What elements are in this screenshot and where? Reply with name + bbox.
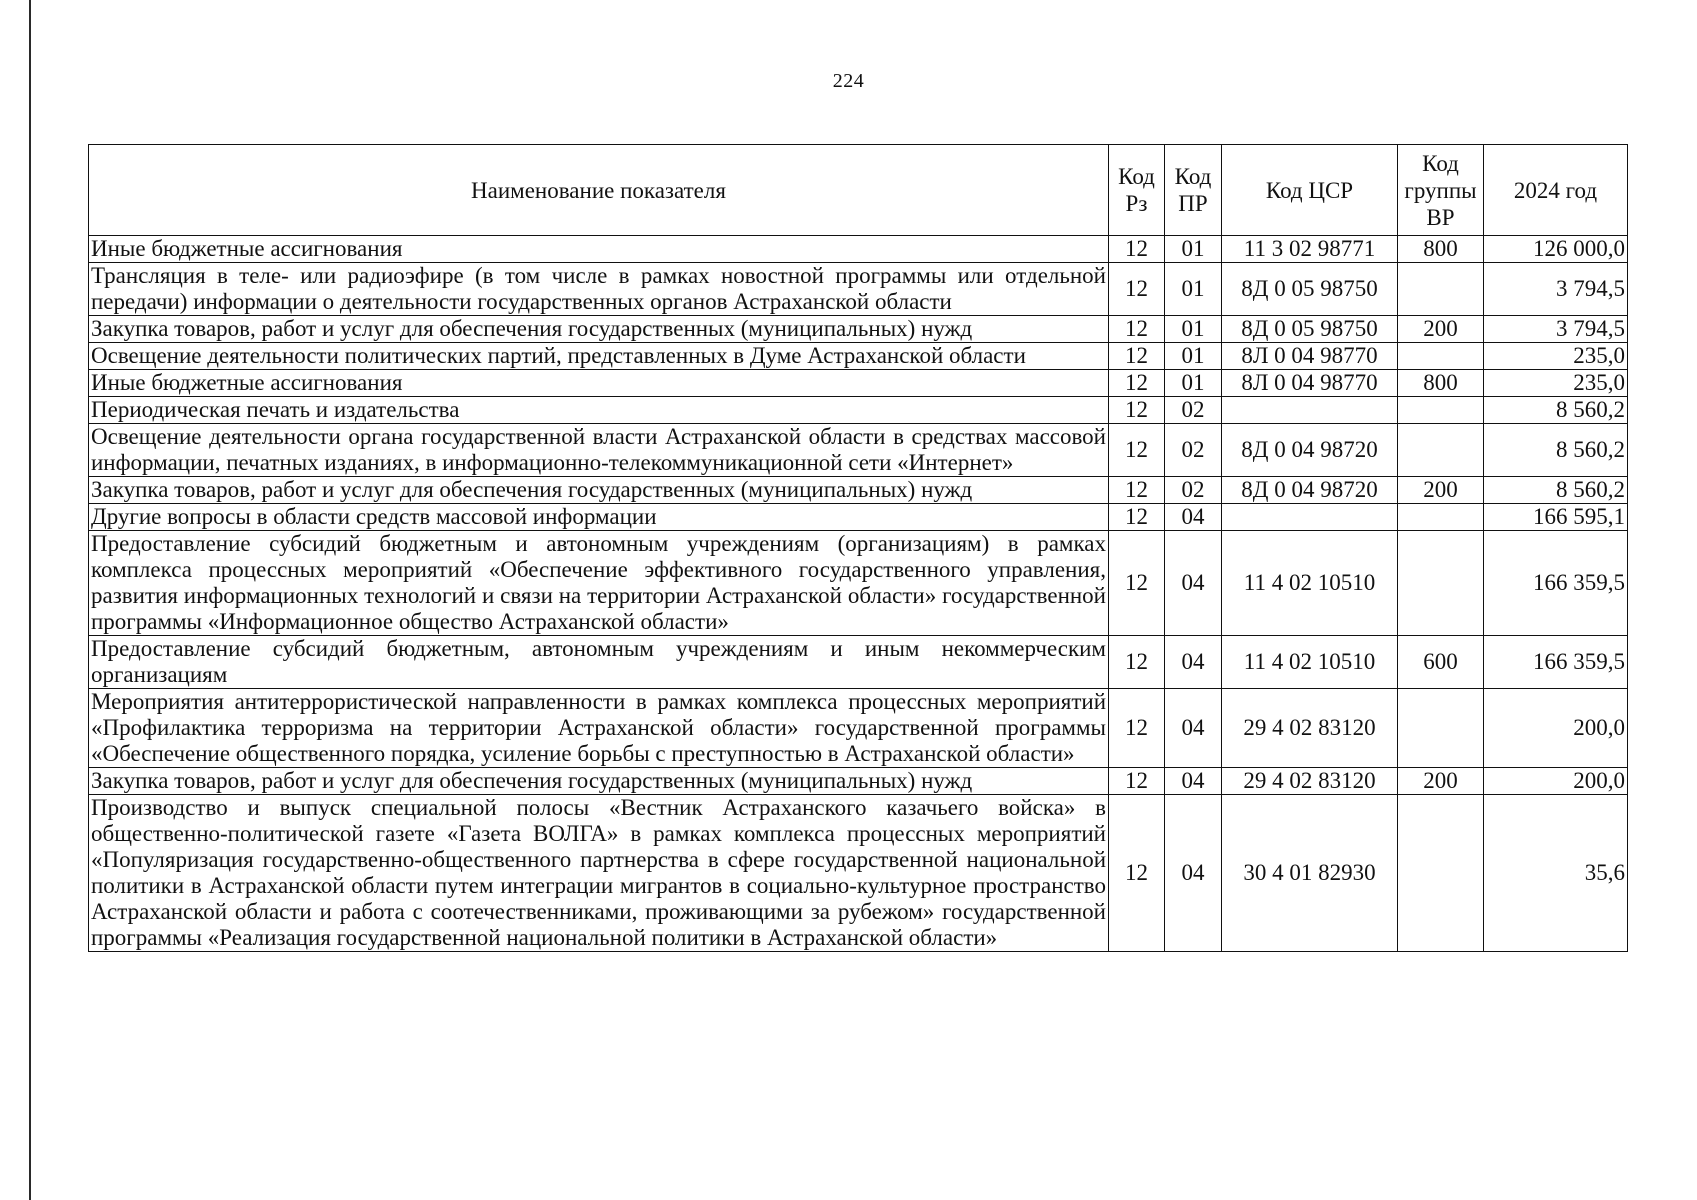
row-vr: 200 — [1398, 477, 1484, 504]
row-name: Мероприятия антитеррористической направленности в рамках комплекса процессных мероприятий «Профилактика терроризма на территории Астраханской области» государственной программы «Обеспечение общественного порядка, усиление борьбы с преступностью в Астраханской области» — [89, 689, 1109, 768]
row-pr: 02 — [1165, 477, 1222, 504]
table-row — [89, 316, 1628, 343]
row-csr — [1222, 397, 1398, 424]
header-csr: Код ЦСР — [1222, 145, 1398, 236]
table-row — [89, 504, 1628, 531]
row-csr: 11 3 02 98771 — [1222, 236, 1398, 263]
row-amount: 35,6 — [1484, 795, 1628, 952]
row-rz: 12 — [1109, 477, 1165, 504]
row-rz: 12 — [1109, 236, 1165, 263]
row-amount: 200,0 — [1484, 689, 1628, 768]
table-row — [89, 768, 1628, 795]
row-amount: 235,0 — [1484, 370, 1628, 397]
row-name: Закупка товаров, работ и услуг для обеспечения государственных (муниципальных) нужд — [89, 768, 1109, 795]
row-rz: 12 — [1109, 370, 1165, 397]
row-amount: 126 000,0 — [1484, 236, 1628, 263]
header-pr: Код ПР — [1165, 145, 1222, 236]
row-pr: 02 — [1165, 424, 1222, 477]
row-name: Трансляция в теле- или радиоэфире (в том числе в рамках новостной программы или отдельной передачи) информации о деятельности государственных органов Астраханской области — [89, 263, 1109, 316]
row-csr: 11 4 02 10510 — [1222, 636, 1398, 689]
row-amount: 8 560,2 — [1484, 477, 1628, 504]
table-row — [89, 689, 1628, 768]
row-vr: 200 — [1398, 316, 1484, 343]
row-amount: 200,0 — [1484, 768, 1628, 795]
row-pr: 01 — [1165, 343, 1222, 370]
table-row — [89, 531, 1628, 636]
page-number: 224 — [832, 70, 865, 92]
row-rz: 12 — [1109, 424, 1165, 477]
row-csr — [1222, 504, 1398, 531]
row-amount: 166 359,5 — [1484, 531, 1628, 636]
row-pr: 01 — [1165, 263, 1222, 316]
row-rz: 12 — [1109, 531, 1165, 636]
table-row — [89, 236, 1628, 263]
row-csr: 8Л 0 04 98770 — [1222, 343, 1398, 370]
row-name: Производство и выпуск специальной полосы «Вестник Астраханского казачьего войска» в общественно-политической газете «Газета ВОЛГА» в рамках комплекса процессных мероприятий «Популяризация государственно-общественного партнерства в сфере государственной национальной политики в Астраханской области путем интеграции мигрантов в социально-культурное пространство Астраханской области и работа с соотечественниками, проживающими за рубежом» государственной программы «Реализация государственной национальной политики в Астраханской области» — [89, 795, 1109, 952]
row-rz: 12 — [1109, 504, 1165, 531]
row-rz: 12 — [1109, 263, 1165, 316]
table-row — [89, 636, 1628, 689]
row-rz: 12 — [1109, 316, 1165, 343]
row-name: Другие вопросы в области средств массовой информации — [89, 504, 1109, 531]
row-pr: 04 — [1165, 795, 1222, 952]
row-rz: 12 — [1109, 343, 1165, 370]
row-pr: 04 — [1165, 531, 1222, 636]
table-row — [89, 397, 1628, 424]
row-csr: 8Д 0 05 98750 — [1222, 316, 1398, 343]
row-amount: 3 794,5 — [1484, 263, 1628, 316]
row-amount: 3 794,5 — [1484, 316, 1628, 343]
header-year: 2024 год — [1484, 145, 1628, 236]
row-vr — [1398, 531, 1484, 636]
row-pr: 04 — [1165, 768, 1222, 795]
table-row — [89, 477, 1628, 504]
row-amount: 8 560,2 — [1484, 424, 1628, 477]
header-name: Наименование показателя — [89, 145, 1109, 236]
row-amount: 8 560,2 — [1484, 397, 1628, 424]
row-rz: 12 — [1109, 768, 1165, 795]
row-amount: 166 359,5 — [1484, 636, 1628, 689]
row-csr: 29 4 02 83120 — [1222, 689, 1398, 768]
table-row — [89, 343, 1628, 370]
row-pr: 04 — [1165, 636, 1222, 689]
table-row — [89, 263, 1628, 316]
row-csr: 8Д 0 05 98750 — [1222, 263, 1398, 316]
row-vr — [1398, 343, 1484, 370]
row-vr — [1398, 795, 1484, 952]
row-csr: 8Д 0 04 98720 — [1222, 477, 1398, 504]
budget-table — [88, 144, 1628, 952]
row-rz: 12 — [1109, 636, 1165, 689]
row-name: Закупка товаров, работ и услуг для обеспечения государственных (муниципальных) нужд — [89, 316, 1109, 343]
row-pr: 04 — [1165, 504, 1222, 531]
row-rz: 12 — [1109, 795, 1165, 952]
row-name: Иные бюджетные ассигнования — [89, 236, 1109, 263]
row-csr: 29 4 02 83120 — [1222, 768, 1398, 795]
row-name: Освещение деятельности органа государственной власти Астраханской области в средствах массовой информации, печатных изданиях, в информационно-телекоммуникационной сети «Интернет» — [89, 424, 1109, 477]
table-row — [89, 795, 1628, 952]
row-name: Периодическая печать и издательства — [89, 397, 1109, 424]
table-header-row — [89, 145, 1628, 236]
row-name: Иные бюджетные ассигнования — [89, 370, 1109, 397]
row-csr: 11 4 02 10510 — [1222, 531, 1398, 636]
row-name: Закупка товаров, работ и услуг для обеспечения государственных (муниципальных) нужд — [89, 477, 1109, 504]
row-csr: 8Д 0 04 98720 — [1222, 424, 1398, 477]
header-rz: Код Рз — [1109, 145, 1165, 236]
row-vr — [1398, 397, 1484, 424]
row-rz: 12 — [1109, 689, 1165, 768]
row-amount: 166 595,1 — [1484, 504, 1628, 531]
row-csr: 30 4 01 82930 — [1222, 795, 1398, 952]
header-vr: Код группы ВР — [1398, 145, 1484, 236]
row-name: Предоставление субсидий бюджетным и автономным учреждениям (организациям) в рамках комплекса процессных мероприятий «Обеспечение эффективного государственного управления, развития информационных технологий и связи на территории Астраханской области» государственной программы «Информационное общество Астраханской области» — [89, 531, 1109, 636]
row-pr: 01 — [1165, 316, 1222, 343]
row-name: Освещение деятельности политических партий, представленных в Думе Астраханской области — [89, 343, 1109, 370]
row-csr: 8Л 0 04 98770 — [1222, 370, 1398, 397]
row-vr — [1398, 424, 1484, 477]
row-pr: 04 — [1165, 689, 1222, 768]
row-vr: 600 — [1398, 636, 1484, 689]
row-pr: 01 — [1165, 236, 1222, 263]
binding-margin-line — [29, 0, 31, 1200]
row-vr — [1398, 263, 1484, 316]
row-pr: 01 — [1165, 370, 1222, 397]
row-vr: 200 — [1398, 768, 1484, 795]
row-name: Предоставление субсидий бюджетным, автономным учреждениям и иным некоммерческим организациям — [89, 636, 1109, 689]
row-pr: 02 — [1165, 397, 1222, 424]
table-row — [89, 424, 1628, 477]
row-vr — [1398, 504, 1484, 531]
row-vr: 800 — [1398, 236, 1484, 263]
table-row — [89, 370, 1628, 397]
row-vr — [1398, 689, 1484, 768]
row-vr: 800 — [1398, 370, 1484, 397]
row-rz: 12 — [1109, 397, 1165, 424]
row-amount: 235,0 — [1484, 343, 1628, 370]
